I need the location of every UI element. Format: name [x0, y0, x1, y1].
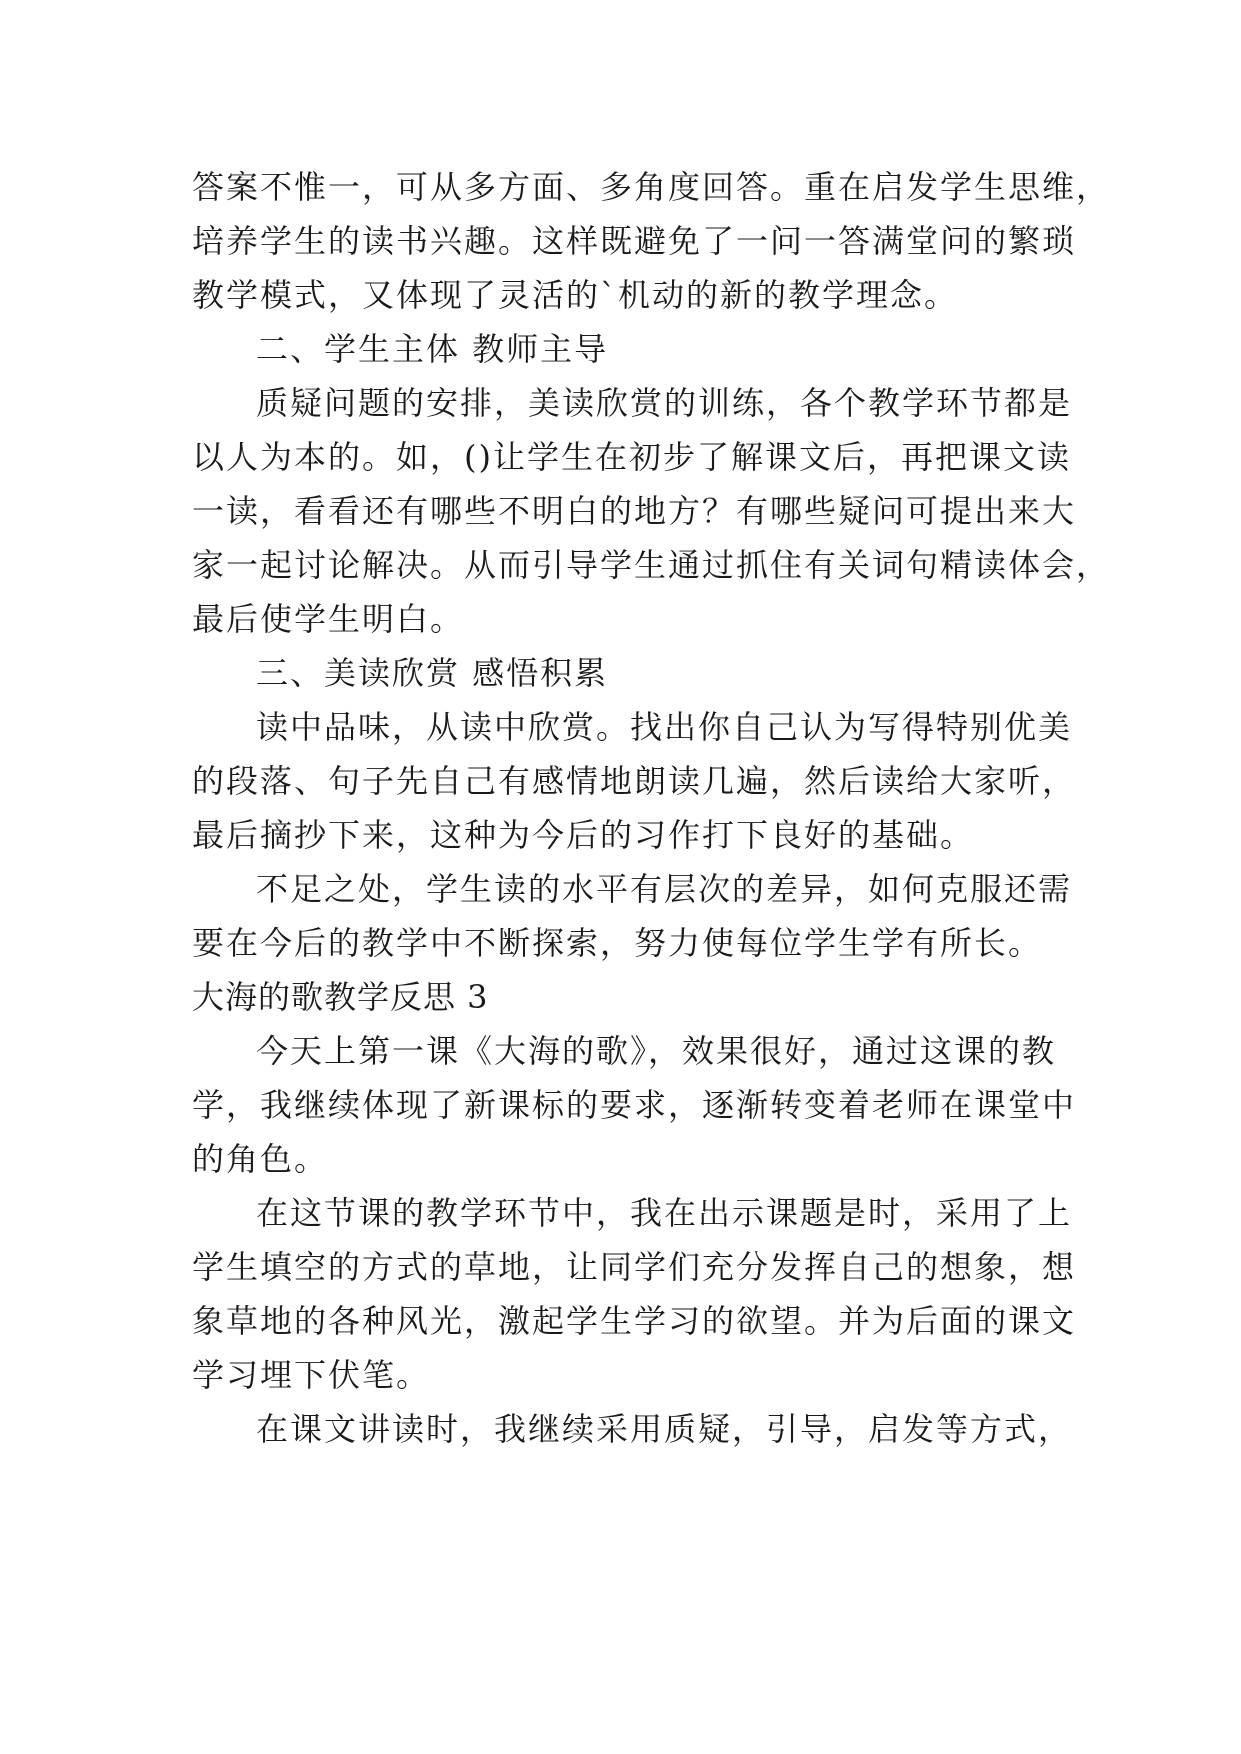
paragraph-start: 质疑问题的安排，美读欣赏的训练，各个教学环节都是 — [256, 384, 1073, 422]
text-line: 一读，看看还有哪些不明白的地方？有哪些疑问可提出来大 — [192, 492, 1077, 530]
article-title: 大海的歌教学反思 3 — [192, 978, 489, 1016]
section-heading: 三、美读欣赏 感悟积累 — [256, 654, 609, 692]
text-line: 象草地的各种风光，激起学生学习的欲望。并为后面的课文 — [192, 1302, 1077, 1340]
section-heading: 二、学生主体 教师主导 — [256, 330, 609, 368]
paragraph-start: 在这节课的教学环节中，我在出示课题是时，采用了上 — [256, 1194, 1073, 1232]
text-line: 最后摘抄下来，这种为今后的习作打下良好的基础。 — [192, 816, 975, 854]
text-line: 学习埋下伏笔。 — [192, 1356, 431, 1394]
text-line: 教学模式，又体现了灵活的`机动的新的教学理念。 — [192, 276, 959, 314]
document-body — [192, 160, 1111, 1456]
text-line: 的段落、句子先自己有感情地朗读几遍，然后读给大家听， — [192, 762, 1077, 800]
text-line: 家一起讨论解决。从而引导学生通过抓住有关词句精读体会， — [192, 546, 1111, 584]
text-line: 学生填空的方式的草地，让同学们充分发挥自己的想象，想 — [192, 1248, 1077, 1286]
text-line: 培养学生的读书兴趣。这样既避免了一问一答满堂问的繁琐 — [192, 222, 1077, 260]
text-line: 以人为本的。如，()让学生在初步了解课文后，再把课文读 — [192, 438, 1071, 476]
text-line: 要在今后的教学中不断探索，努力使每位学生学有所长。 — [192, 924, 1043, 962]
paragraph-start: 不足之处，学生读的水平有层次的差异，如何克服还需 — [256, 870, 1073, 908]
paragraph-start: 今天上第一课《大海的歌》，效果很好，通过这课的教 — [256, 1032, 1057, 1070]
text-line: 最后使学生明白。 — [192, 600, 465, 638]
text-line: 答案不惟一，可从多方面、多角度回答。重在启发学生思维， — [192, 168, 1111, 206]
paragraph-start: 在课文讲读时，我继续采用质疑，引导，启发等方式， — [256, 1410, 1073, 1448]
text-line: 学，我继续体现了新课标的要求，逐渐转变着老师在课堂中 — [192, 1086, 1077, 1124]
text-line: 的角色。 — [192, 1140, 329, 1178]
paragraph-start: 读中品味，从读中欣赏。找出你自己认为写得特别优美 — [256, 708, 1073, 746]
